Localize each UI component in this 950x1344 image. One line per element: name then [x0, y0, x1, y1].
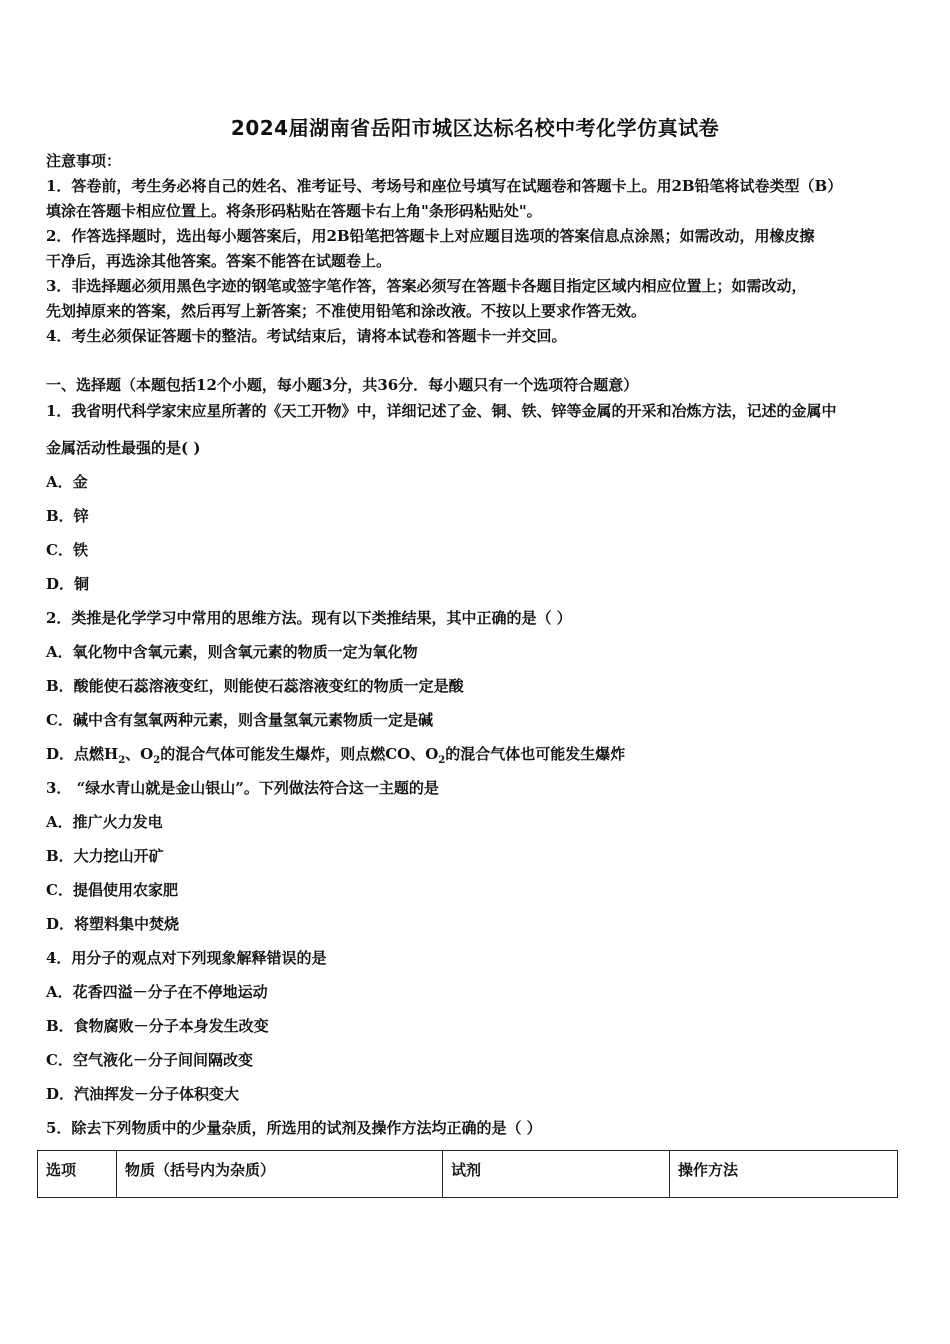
question-1-stem: 1．我省明代科学家宋应星所著的《天工开物》中，详细记述了金、铜、铁、锌等金属的开采和冶炼方法，记述的金属中	[46, 402, 837, 420]
option-d-text: 的混合气体也可能发生爆炸	[445, 745, 626, 763]
question-2-option-b: B．酸能使石蕊溶液变红，则能使石蕊溶液变红的物质一定是酸	[46, 677, 464, 695]
table-header-row	[38, 1151, 898, 1198]
question-2-option-c: C．碱中含有氢氧两种元素，则含量氢氧元素物质一定是碱	[46, 711, 433, 729]
notice-line: 填涂在答题卡相应位置上。将条形码粘贴在答题卡右上角"条形码粘贴处"。	[46, 202, 542, 220]
notice-line: 3．非选择题必须用黑色字迹的钢笔或签字笔作答，答案必须写在答题卡各题目指定区域内相应位置上；如需改动，	[46, 277, 807, 295]
table-header-cell: 物质（括号内为杂质）	[117, 1151, 443, 1198]
option-d-text: 的混合气体可能发生爆炸，则点燃CO、O	[160, 745, 439, 763]
section-heading: 一、选择题（本题包括12个小题，每小题3分，共36分．每小题只有一个选项符合题意）	[46, 376, 639, 394]
question-4-option-d: D．汽油挥发－分子体积变大	[46, 1085, 240, 1103]
question-3-option-d: D．将塑料集中焚烧	[46, 915, 180, 933]
question-4-stem: 4．用分子的观点对下列现象解释错误的是	[46, 949, 327, 967]
option-d-text: 、O	[125, 745, 154, 763]
subscript-2: 2	[118, 755, 126, 766]
question-3-option-c: C．提倡使用农家肥	[46, 881, 178, 899]
question-3-option-b: B．大力挖山开矿	[46, 847, 164, 865]
notice-line: 2．作答选择题时，选出每小题答案后，用2B铅笔把答题卡上对应题目选项的答案信息点涂黑；如需改动，用橡皮擦	[46, 227, 815, 245]
question-1-option-a: A．金	[46, 473, 88, 491]
question-3-option-a: A．推广火力发电	[46, 813, 163, 831]
question-1-option-d: D．铜	[46, 575, 90, 593]
notice-line: 先划掉原来的答案，然后再写上新答案；不准使用铅笔和涂改液。不按以上要求作答无效。	[46, 302, 647, 320]
question-2-option-d	[46, 744, 625, 764]
question-4-option-c: C．空气液化－分子间间隔改变	[46, 1051, 253, 1069]
question-1-option-b: B．锌	[46, 507, 89, 525]
question-5-table	[37, 1150, 898, 1198]
question-5-stem: 5．除去下列物质中的少量杂质，所选用的试剂及操作方法均正确的是（ ）	[46, 1119, 542, 1137]
subscript-2: 2	[438, 755, 446, 766]
question-3-stem: 3． “绿水青山就是金山银山”。下列做法符合这一主题的是	[46, 779, 439, 797]
notice-heading: 注意事项：	[46, 152, 122, 170]
question-4-option-a: A．花香四溢－分子在不停地运动	[46, 983, 268, 1001]
question-1-option-c: C．铁	[46, 541, 88, 559]
table-header-cell: 操作方法	[670, 1151, 898, 1198]
question-1-stem-cont: 金属活动性最强的是( )	[46, 439, 201, 457]
table-header-cell: 选项	[38, 1151, 117, 1198]
question-2-option-a: A．氧化物中含氧元素，则含氧元素的物质一定为氧化物	[46, 643, 418, 661]
page-title: 2024届湖南省岳阳市城区达标名校中考化学仿真试卷	[230, 116, 720, 140]
notice-line: 4．考生必须保证答题卡的整洁。考试结束后，请将本试卷和答题卡一并交回。	[46, 327, 567, 345]
question-4-option-b: B．食物腐败－分子本身发生改变	[46, 1017, 269, 1035]
option-d-text: D．点燃H	[46, 745, 119, 763]
subscript-2: 2	[153, 755, 161, 766]
notice-line: 干净后，再选涂其他答案。答案不能答在试题卷上。	[46, 252, 392, 270]
table-header-cell: 试剂	[443, 1151, 670, 1198]
question-2-stem: 2．类推是化学学习中常用的思维方法。现有以下类推结果，其中正确的是（ ）	[46, 609, 572, 627]
notice-line: 1．答卷前，考生务必将自己的姓名、准考证号、考场号和座位号填写在试题卷和答题卡上。用2B铅笔将试卷类型（B）	[46, 177, 843, 195]
